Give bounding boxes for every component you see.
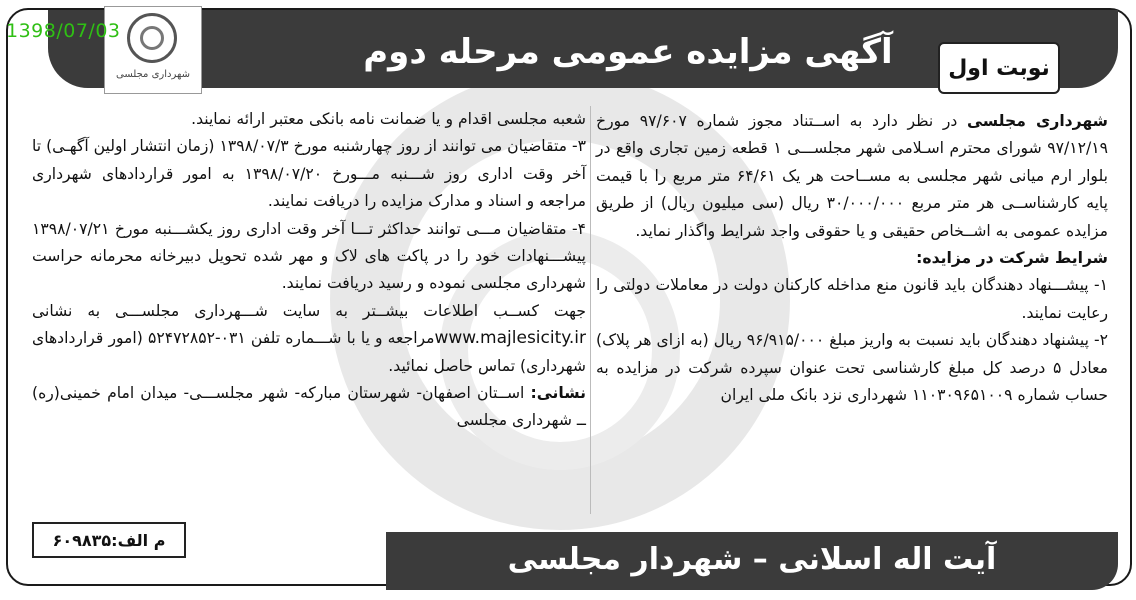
info-paragraph [32,298,586,380]
logo-caption: شهرداری مجلسی [116,69,190,80]
condition-item-4: ۴- متقاضیان مـــی توانند حداکثر تـــا آخر وقت اداری روز یکشـــنبه مورخ ۱۳۹۸/۰۷/۲۱ پیشـــنهادات خود را در پاکت های لاک و مهر شده تحویل دبیرخانه محرمانه حراست شهرداری مجلسی نموده و رسید دریافت نمایند. [32,219,586,293]
info-before-url: جهت کســب اطلاعات بیشــتر به سایت شـــهرداری مجلســـی به نشانی [32,301,586,320]
header-bar [48,10,1118,88]
intro-lead: شهرداری مجلسی [967,112,1109,130]
footer-bar [386,532,1118,590]
reference-code: م الف:۶۰۹۸۳۵ [32,522,186,558]
condition-item-3: ۳- متقاضیان می توانند از روز چهارشنبه مورخ ۱۳۹۸/۰۷/۳ (زمان انتشار اولین آگهـی) تا آخر وقت اداری روز شـــنبه مـــورخ ۱۳۹۸/۰۷/۲۰ به امور قراردادهای شهرداری مراجعه و اسناد و مدارک مزایده را دریافت نمایند. [32,137,586,211]
info-after-url: مراجعه و یا با شـــماره تلفن ۰۳۱-۵۲۴۷۲۸۵۲ (امور قراردادهای شهرداری) تماس حاصل نمائید. [32,329,586,375]
conditions-heading: شرایط شرکت در مزایده: [916,249,1108,268]
website-link[interactable]: www.majlesicity.ir [434,328,587,349]
condition-item-1: ۱- پیشـــنهاد دهندگان باید قانون منع مداخله کارکنان دولت در معاملات دولتی را رعایت نمایند. [596,276,1108,322]
address-label: نشانی: [530,384,586,403]
mayor-signature: آیت اله اسلانی – شهردار مجلسی [507,542,997,577]
column-divider [590,106,591,514]
page-title: آگهی مزایده عمومی مرحله دوم [363,32,893,72]
address-paragraph [32,380,586,435]
condition-item-2: ۲- پیشنهاد دهندگان باید نسبت به واریز مبلغ ۹۶/۹۱۵/۰۰۰ ریال (به ازای هر پلاک) معادل ۵ درصد کل مبلغ کارشناسی تحت عنوان سپرده شرکت در مزایده به حساب شماره ۱۱۰۳۰۹۶۵۱۰۰۹ شهرداری نزد بانک ملی ایران [596,331,1109,405]
date-stamp: 1398/07/03 [6,20,121,42]
intro-text: در نظر دارد به اســتناد مجوز شماره ۹۷/۶۰۷ مورخ ۹۷/۱۲/۱۹ شورای محترم اسـلامی شهر مجلســـی ۱ قطعه زمین تجاری واقع در بلوار ارم میانی شهر مجلسی به مســاحت هر یک ۶۴/۶۱ متر مربع را با قیمت پایه کارشناســی هر متر مربع ۳۰/۰۰۰/۰۰۰ ریال (سی میلیون ریال) از طریق مزایده عمومی به اشــخاص حقیقی و یا حقوقی واجد شرایط واگذار نماید. [596,112,1108,240]
right-column [596,108,1108,409]
address-text: اســتان اصفهان- شهرستان مبارکه- شهر مجلســـی- میدان امام خمینی(ره) ــ شهرداری مجلسی [32,384,586,430]
condition-item-2-continued: شعبه مجلسی اقدام و یا ضمانت نامه بانکی معتبر ارائه نمایند. [191,110,586,128]
round-badge: نوبت اول [938,42,1060,94]
logo-emblem-icon [127,13,177,63]
left-column [32,106,586,435]
intro-paragraph [596,108,1108,245]
